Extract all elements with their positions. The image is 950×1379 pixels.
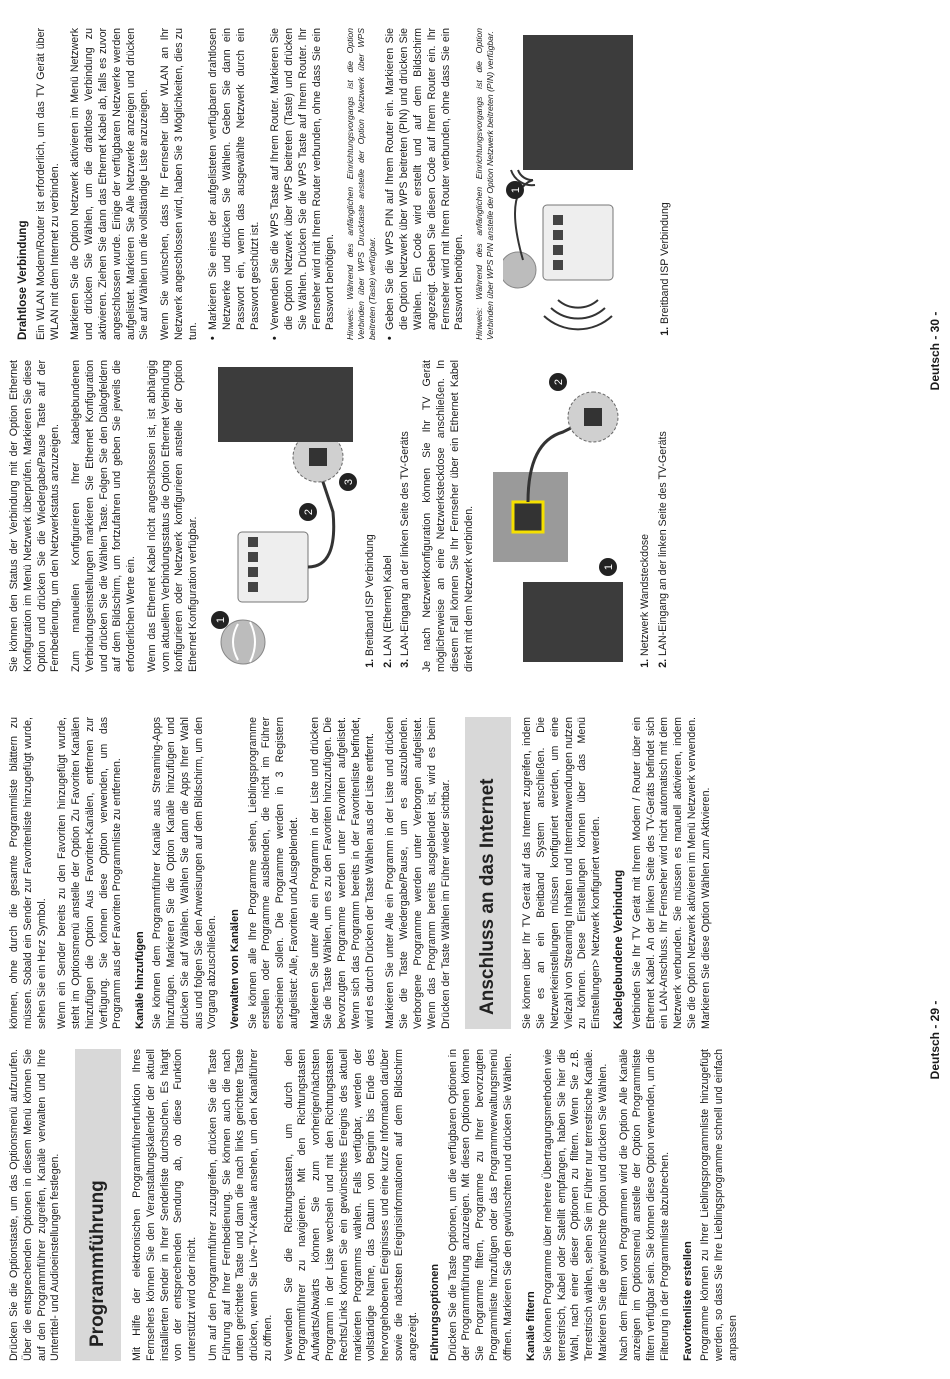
list-wireless-parts [659,28,673,340]
paragraph: Programme können zu Ihrer Lieblingsprogrammliste hinzugefügt werden, so dass Sie Ihre Lieblingsprogramme schnell und einfach anpassen [698,1049,739,1361]
port [248,582,258,592]
tv-icon [523,35,633,170]
paragraph: Sie können alle Ihre Programme sehen, Lieblingsprogramme erstellen oder Programme ausblenden, die nicht im Führer erscheinen sollen. Die Programme werden in 3 Registern aufgelistet: Alle, Favoriten und Ausgeblendet. [246,717,300,1029]
tv-icon [218,367,353,442]
bullet-item: • Geben Sie die WPS PIN auf Ihrem Router ein. Markieren Sie die Option Netzwerk über WPS beitreten (PIN) und drücken Sie Wählen. Ein Code wird erstellt und auf dem Bildschirm angezeigt. Geben Sie diesen Code auf Ihrem Router ein. Ihr Fernseher wird mit Ihrem Router verbunden, ohne dass Sie ein Passwort benötigen. [384,28,466,340]
paragraph: Je nach Netzwerkkonfiguration können Sie Ihr TV Gerät möglicherweise an eine Netzwerksteckdose anschließen. In diesem Fall können Sie Ihr Fernseher über ein Ethernet Kabel direkt mit dem Netzwerk verbinden. [421,360,475,672]
label-3: 3 [342,478,355,486]
paragraph: Verwenden Sie die Richtungstasten, um durch den Programmführer zu navigieren. Mit den Richtungstasten Aufwärts/Abwärts können Sie zum vorherigen/nächsten Programm in der Liste wechseln und mit den Richtungstasten Rechts/Links können Sie ein gewünschtes Ereignis des aktuell markierten Programms wählen. Falls verfügbar, werden der vollständige Name, das Datum von Beginn bis Ende des hervorgehobenen Ereignisses und eine kurze Information darüber sowie die nächsten Ereignisinformationen auf dem Bildschirm angezeigt. [282,1049,419,1361]
figure-wall-socket [483,360,633,672]
page-number: Deutsch - 29 - [928,1000,942,1080]
wall-socket-icon [513,502,543,532]
list-item: 1. Netzwerk Wandsteckdose [639,360,653,656]
paragraph: Nach dem Filtern von Programmen wird die Option Alle Kanäle anzeigen im Optionsmenü anstelle der Option Programmliste filtern verfügbar sein. Sie können diese Option verwenden, um die Filterung in der Programmliste abzubrechen. [617,1049,671,1361]
paragraph: Zum manuellen Konfigurieren Ihrer kabelgebundenen Verbindungseinstellungen markieren Sie Ethernet Konfiguration und drücken Sie die Wählen Taste. Folgen Sie den Dialogfeldern auf dem Bildschirm, um fortzufahren und geben Sie jeweils die erforderlichen Werte ein. [70,360,138,672]
subheading-verwalten: Verwalten von Kanälen [229,909,242,1029]
subheading-fuehrungsoptionen: Führungsoptionen [429,1263,442,1361]
paragraph: Sie können Programme über mehrere Übertragungsmethoden wie terrestrisch, Kabel oder Satellit empfangen, haben Sie hier die Wahl, nach einer dieser Optionen zu filtern. Wenn Sie z.B. Terrestrisch wählen, sehen Sie im Führer nur terrestrische Kanäle. Markieren Sie die gewünschte Option und drücken Sie Wählen. [541,1049,609,1361]
list-wired-parts [364,360,413,672]
paragraph: Sie können über Ihr TV Gerät auf das Internet zugreifen, indem Sie es an ein Breitband System anschließen. Die Netzwerkeinstellungen müssen konfiguriert werden, um eine Vielzahl von Streaming Inhalten und Internetanwendungen nutzen zu können. Diese Einstellungen können über das Menü Einstellungen> Netzwerk konfiguriert werden. [521,717,603,1029]
subheading-drahtlos: Drahtlose Verbindung [17,220,29,340]
wifi-icon [544,300,612,329]
column-right-1 [8,360,679,672]
column-left-1 [8,1049,747,1361]
port [553,245,563,255]
bullet-item: • Verwenden Sie die WPS Taste auf Ihrem Router. Markieren Sie die Option Netzwerk über WPS beitreten (Taste) und drücken Sie Wählen. Drücken Sie die WPS Taste auf Ihrem Router. Ihr Fernseher wird mit Ihrem Router verbunden, ohne dass Sie ein Passwort benötigen. [269,28,337,340]
lan-port [309,448,327,466]
figure-wired-router [208,360,358,672]
label-1: 1 [214,616,227,624]
list-wall-parts [639,360,671,672]
page-number: Deutsch - 30 - [928,311,942,391]
list-item: 2. LAN-Eingang an der linken Seite des TV-Geräts [657,360,671,656]
paragraph: Drücken Sie die Taste Optionen, um die verfügbaren Optionen in der Programmführung anzuzeigen. Mit diesen Optionen können Sie Programme filtern, Programme zu Ihrer bevorzugten Programmliste hinzufügen oder das Programmverwaltungsmenü öffnen. Markieren Sie den gewünschten und drücken Sie Wählen. [446,1049,514,1361]
subheading-kanaele-hinzufuegen: Kanäle hinzufügen [134,931,147,1029]
list-item: 1. Breitband ISP Verbindung [659,28,673,324]
label-1: 1 [603,563,616,571]
section-heading-programmfuehrung: Programmführung [75,1049,121,1361]
label-2: 2 [302,508,315,516]
label-2: 2 [553,378,566,386]
port [248,567,258,577]
list-item: 2. LAN (Ethernet) Kabel [382,360,396,656]
subheading-favoritenliste: Favoritenliste erstellen [681,1241,694,1361]
paragraph: Mit Hilfe der elektronischen Programmführerfunktion Ihres Fernsehers können Sie den Veranstaltungskalender der aktuell installierten Sender in Ihrer Senderliste durchsuchen. Es hängt von der entsprechenden Sendung ab, ob diese Funktion unterstützt wird oder nicht. [131,1049,199,1361]
paragraph: Um auf den Programmführer zuzugreifen, drücken Sie die Taste Führung auf Ihrer Fernbedienung. Sie können auch die nach unten gerichtete Taste und dann die nach links gerichtete Taste drücken, wenn Sie Live-TV-Kanäle ansehen, um den Kanalführer zu öffnen. [206,1049,274,1361]
subheading-kanaele-filtern: Kanäle filtern [524,1291,537,1361]
paragraph: Wenn das Ethernet Kabel nicht angeschlossen ist, ist abhängig vom aktuellem Verbindungsstatus die Option Ethernet Verbindung konfigurieren oder Netzwerk konfigurieren anstelle der Option Ethernet Konfiguration verfügbar. [145,360,200,672]
wireless-diagram [503,28,653,340]
router-diagram [208,360,358,672]
paragraph: Sie können den Status der Verbindung mit der Option Ethernet Konfiguration im Menü Netzwerk überprüfen. Markieren Sie diese Option und drücken Sie die Wiedergabe/Pause Taste auf der Fernbedienung, um den Netzwerkstatus anzuzeigen. [8,360,62,672]
port [553,260,563,270]
bullet-item: • Markieren Sie eines der aufgelisteten verfügbaren drahtlosen Netzwerke und drücken Sie Wählen. Geben Sie dann ein Passwort ein, wenn das ausgewählte Netzwerk durch ein Passwort geschützt ist. [207,28,261,340]
port [248,537,258,547]
column-left-2 [8,717,720,1029]
globe-icon [221,620,265,664]
column-right-2 [8,28,680,340]
subheading-kabelgebunden: Kabelgebundene Verbindung [612,869,625,1029]
port [553,215,563,225]
paragraph: Wenn Sie wünschen, dass Ihr Fernseher über WLAN an Ihr Netzwerk angeschlossen wird, haben Sie 3 Möglichkeiten, dies zu tun. [159,28,199,340]
paragraph: Ein WLAN Modem/Router ist erforderlich, um das TV Gerät über WLAN mit dem Internet zu verbinden. [34,28,61,340]
note: Hinweis: Während des anfänglichen Einrichtungsvorgangs ist die Option Verbinden über WPS PIN anstelle der Option Netzwerk beitreten (PIN) verfügbar. [474,28,495,340]
label-1: 1 [509,186,522,194]
list-item: 3. LAN-Eingang an der linken Seite des TV-Geräts [399,360,413,656]
lan-port [584,408,602,426]
tv-icon [523,582,623,662]
page-29 [0,689,950,1379]
paragraph: Verbinden Sie Ihr TV Gerät mit Ihrem Modem / Router über ein Ethernet Kabel. An der linken Seite des TV-Geräts befindet sich ein LAN-Anschluss. Ihr Fernseher wird nicht automatisch mit dem Netzwerk verbunden. Sie müssen es manuell aktivieren, indem Sie die Option Netzwerk aktivieren im Menü Netzwerk verwenden. Markieren Sie diese Option Wählen zum Aktivieren. [630,717,712,1029]
wall-socket-diagram [483,360,633,672]
paragraph: Markieren Sie die Option Netzwerk aktivieren im Menü Netzwerk und drücken Sie Wählen, um die drahtlose Verbindung zu aktivieren. Ziehen Sie dann das Ethernet Kabel ab, falls es zuvor angeschlossen wurde. Einige der verfügbaren Netzwerke werden aufgelistet. Markieren Sie Alle Netzwerke anzeigen und drücken Sie auf Wählen um die vollständige Liste anzuzeigen. [69,28,151,340]
paragraph: Wenn ein Sender bereits zu den Favoriten hinzugefügt wurde, steht im Optionsmenü anstelle der Option Zu Favoriten Kanälen hinzufügen die Option Aus Favoriten-Kanälen, entfernen zur Verfügung. Sie können diese Option verwenden, um das Programm aus der Favoriten Programmliste zu entfernen. [56,717,124,1029]
paragraph: Markieren Sie unter Alle ein Programm in der Liste und drücken Sie die Taste Wiedergabe/Pause, um es auszublenden. Verborgene Programme werden unter Verborgen aufgelistet. Wenn das Programm bereits ausgeblendet ist, wird es beim Drücken der Taste Wählen im Führer wieder sichtbar. [384,717,452,1029]
intro-paragraph: Drücken Sie die Optionstaste, um das Optionsmenü aufzurufen. Über die entsprechenden Optionen in diesem Menü können Sie auf den Programmführer zugreifen, Kanäle verwalten und Ihre Untertitel- und Audioeinstellungen festlegen. [8,1049,62,1361]
note: Hinweis: Während des anfänglichen Einrichtungsvorgangs ist die Option Verbinden über WPS Drucktaste anstelle der Option Netzwerk über WPS beitreten (Taste) verfügbar. [345,28,377,340]
port [248,552,258,562]
paragraph: können, ohne durch die gesamte Programmliste blättern zu müssen. Sobald ein Sender zur Favoritenliste hinzugefügt wurde, sehen Sie ein Herz Symbol. [8,717,48,1029]
list-item: 1. Breitband ISP Verbindung [364,360,378,656]
paragraph: Sie können dem Programmführer Kanäle aus Streaming-Apps hinzufügen. Markieren Sie die Option Kanäle hinzufügen und drücken Sie auf Wählen. Wählen Sie dann die Apps Ihrer Wahl aus und folgen Sie den Anweisungen auf dem Bildschirm, um den Vorgang abzuschließen. [151,717,219,1029]
globe-icon [503,252,536,288]
figure-wireless-router [503,28,653,340]
port [553,230,563,240]
paragraph: Markieren Sie unter Alle ein Programm in der Liste und drücken Sie die Taste Wählen, um es zu den Favoriten hinzuzufügen. Die bevorzugten Programme werden unter Favoriten aufgelistet. Wenn sich das Programm bereits in der Favoritenliste befindet, wird es durch Drücken der Taste Wählen aus der Liste entfernt. [308,717,376,1029]
section-heading-internet: Anschluss an das Internet [465,717,511,1029]
